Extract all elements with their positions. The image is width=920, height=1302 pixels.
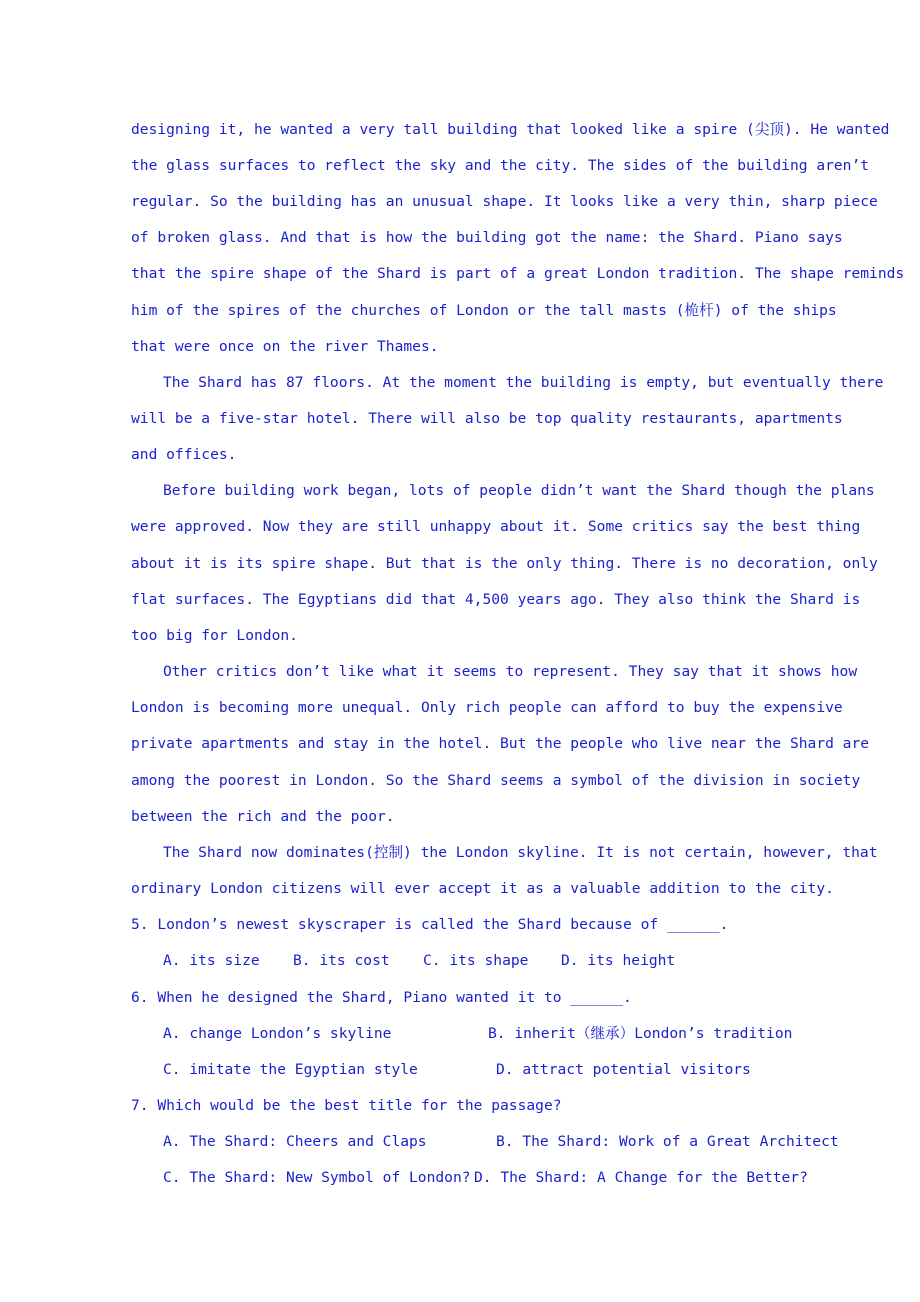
answer-option: C. The Shard: New Symbol of London? — [163, 1169, 471, 1186]
answer-option: C. its shape — [423, 952, 529, 969]
answer-option: D. The Shard: A Change for the Better? — [474, 1169, 808, 1186]
passage-line: between the rich and the poor. — [131, 808, 395, 825]
passage-line: among the poorest in London. So the Shard seems a symbol of the division in society — [131, 772, 861, 789]
passage-line: that the spire shape of the Shard is part of a great London tradition. The shape reminds — [131, 265, 905, 282]
answer-option: D. its height — [561, 952, 676, 969]
answer-option: A. change London’s skyline — [163, 1025, 392, 1042]
passage-line: designing it, he wanted a very tall building that looked like a spire (尖顶). He wanted — [131, 121, 890, 138]
passage-line: the glass surfaces to reflect the sky and the city. The sides of the building aren’t — [131, 157, 870, 174]
answer-option: A. The Shard: Cheers and Claps — [163, 1133, 427, 1150]
passage-line: The Shard now dominates(控制) the London skyline. It is not certain, however, that — [163, 844, 878, 861]
answer-option: B. its cost — [293, 952, 390, 969]
passage-line: and offices. — [131, 446, 237, 463]
answer-option: C. imitate the Egyptian style — [163, 1061, 418, 1078]
passage-line: The Shard has 87 floors. At the moment the building is empty, but eventually there — [163, 374, 884, 391]
answer-option: A. its size — [163, 952, 260, 969]
passage-line: Other critics don’t like what it seems to represent. They say that it shows how — [163, 663, 858, 680]
question-stem: 7. Which would be the best title for the passage? — [131, 1097, 562, 1114]
passage-line: will be a five-star hotel. There will also be top quality restaurants, apartments — [131, 410, 843, 427]
answer-option: B. The Shard: Work of a Great Architect — [496, 1133, 839, 1150]
passage-line: too big for London. — [131, 627, 298, 644]
passage-line: him of the spires of the churches of London or the tall masts (桅杆) of the ships — [131, 302, 837, 319]
passage-line: private apartments and stay in the hotel. But the people who live near the Shard are — [131, 735, 870, 752]
passage-line: flat surfaces. The Egyptians did that 4,500 years ago. They also think the Shard is — [131, 591, 861, 608]
passage-line: Before building work began, lots of people didn’t want the Shard though the plans — [163, 482, 875, 499]
passage-line: about it is its spire shape. But that is the only thing. There is no decoration, only — [131, 555, 878, 572]
passage-line: were approved. Now they are still unhappy about it. Some critics say the best thing — [131, 518, 861, 535]
passage-line: London is becoming more unequal. Only rich people can afford to buy the expensive — [131, 699, 843, 716]
answer-option: B. inherit（继承）London’s tradition — [488, 1025, 793, 1042]
question-stem: 5. London’s newest skyscraper is called the Shard because of ______. — [131, 916, 729, 933]
passage-line: regular. So the building has an unusual shape. It looks like a very thin, sharp piece — [131, 193, 878, 210]
answer-option: D. attract potential visitors — [496, 1061, 751, 1078]
passage-line: ordinary London citizens will ever accept it as a valuable addition to the city. — [131, 880, 834, 897]
passage-line: that were once on the river Thames. — [131, 338, 439, 355]
question-stem: 6. When he designed the Shard, Piano wanted it to ______. — [131, 989, 632, 1006]
passage-line: of broken glass. And that is how the building got the name: the Shard. Piano says — [131, 229, 843, 246]
